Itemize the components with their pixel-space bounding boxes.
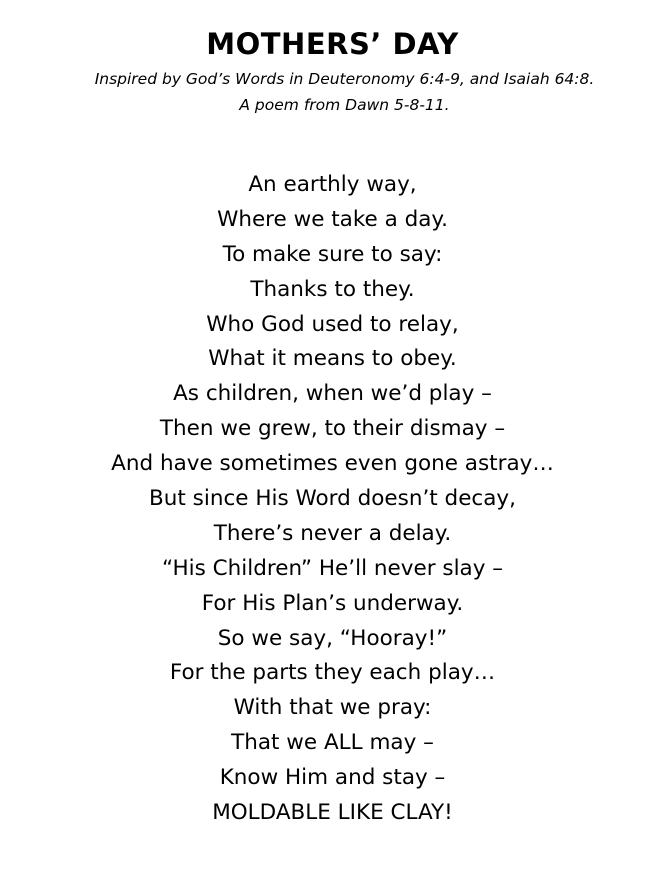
poem-line: Then we grew, to their dismay – xyxy=(159,416,506,442)
poem-line: An earthly way, xyxy=(248,172,417,197)
author-date-line: A poem from Dawn 5-8-11. xyxy=(239,96,450,114)
poem-line: To make sure to say: xyxy=(222,241,443,267)
poem-line: What it means to obey. xyxy=(208,346,457,372)
poem-body xyxy=(0,168,665,831)
poem-line: With that we pray: xyxy=(233,695,432,721)
poem-line: Who God used to relay, xyxy=(206,311,459,337)
poem-title: MOTHERS’ DAY xyxy=(206,27,459,61)
poem-line: That we ALL may – xyxy=(231,730,434,756)
poem-line: But since His Word doesn’t decay, xyxy=(149,486,516,512)
poem-line: MOLDABLE LIKE CLAY! xyxy=(212,800,453,826)
poem-line: Know Him and stay – xyxy=(219,765,446,791)
poem-line: Thanks to they. xyxy=(250,276,415,302)
poem-line: As children, when we’d play – xyxy=(173,381,492,407)
poem-line: For the parts they each play… xyxy=(169,660,496,686)
inspiration-line: Inspired by God’s Words in Deuteronomy 6:4-9, and Isaiah 64:8. xyxy=(94,70,595,88)
poem-line: “His Children” He’ll never slay – xyxy=(161,555,504,581)
poem-line: Where we take a day. xyxy=(217,206,448,232)
poem-line: There’s never a delay. xyxy=(213,520,452,546)
poem-line: So we say, “Hooray!” xyxy=(217,625,448,651)
poem-line: For His Plan’s underway. xyxy=(201,590,464,616)
poem-line: And have sometimes even gone astray… xyxy=(111,451,554,477)
